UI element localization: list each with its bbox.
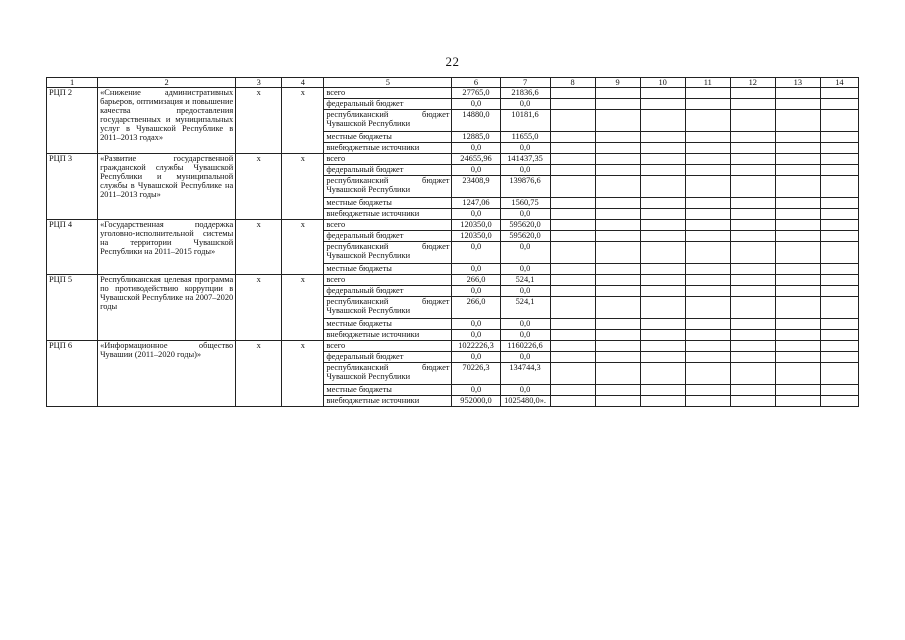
empty-cell <box>595 242 640 264</box>
empty-cell <box>550 275 595 286</box>
empty-cell <box>595 143 640 154</box>
empty-cell <box>550 341 595 352</box>
empty-cell <box>820 341 858 352</box>
empty-cell <box>775 209 820 220</box>
empty-cell <box>640 198 685 209</box>
program-col3-mark: х <box>236 154 282 220</box>
funding-source: внебюджетные источники <box>324 330 452 341</box>
program-col4-mark: х <box>282 154 324 220</box>
empty-cell <box>820 297 858 319</box>
value-col7: 0,0 <box>500 264 550 275</box>
empty-cell <box>730 176 775 198</box>
empty-cell <box>595 209 640 220</box>
value-col7: 0,0 <box>500 319 550 330</box>
empty-cell <box>685 99 730 110</box>
empty-cell <box>640 385 685 396</box>
value-col7: 524,1 <box>500 275 550 286</box>
column-header: 11 <box>685 78 730 88</box>
column-header: 9 <box>595 78 640 88</box>
empty-cell <box>550 165 595 176</box>
empty-cell <box>685 154 730 165</box>
empty-cell <box>595 176 640 198</box>
empty-cell <box>640 88 685 99</box>
empty-cell <box>775 385 820 396</box>
empty-cell <box>775 220 820 231</box>
empty-cell <box>730 275 775 286</box>
empty-cell <box>595 231 640 242</box>
empty-cell <box>685 132 730 143</box>
program-col3-mark: х <box>236 341 282 407</box>
empty-cell <box>775 132 820 143</box>
value-col7: 1025480,0». <box>500 396 550 407</box>
empty-cell <box>730 110 775 132</box>
funding-source: всего <box>324 275 452 286</box>
table-body <box>47 88 859 407</box>
value-col7: 139876,6 <box>500 176 550 198</box>
empty-cell <box>730 385 775 396</box>
funding-source: федеральный бюджет <box>324 352 452 363</box>
value-col6: 120350,0 <box>452 220 500 231</box>
empty-cell <box>550 286 595 297</box>
empty-cell <box>685 110 730 132</box>
value-col7: 0,0 <box>500 352 550 363</box>
empty-cell <box>595 286 640 297</box>
empty-cell <box>775 165 820 176</box>
funding-source: республиканский бюджет Чувашской Республики <box>324 242 452 264</box>
empty-cell <box>640 352 685 363</box>
empty-cell <box>685 242 730 264</box>
empty-cell <box>595 275 640 286</box>
empty-cell <box>685 286 730 297</box>
empty-cell <box>640 396 685 407</box>
empty-cell <box>550 363 595 385</box>
funding-source: местные бюджеты <box>324 198 452 209</box>
empty-cell <box>820 275 858 286</box>
empty-cell <box>730 209 775 220</box>
empty-cell <box>640 363 685 385</box>
empty-cell <box>640 154 685 165</box>
value-col6: 70226,3 <box>452 363 500 385</box>
empty-cell <box>775 154 820 165</box>
value-col7: 1560,75 <box>500 198 550 209</box>
empty-cell <box>775 396 820 407</box>
empty-cell <box>820 264 858 275</box>
empty-cell <box>820 231 858 242</box>
empty-cell <box>685 330 730 341</box>
value-col6: 0,0 <box>452 242 500 264</box>
value-col7: 0,0 <box>500 99 550 110</box>
empty-cell <box>820 319 858 330</box>
empty-cell <box>640 330 685 341</box>
value-col7: 0,0 <box>500 209 550 220</box>
empty-cell <box>595 88 640 99</box>
value-col6: 24655,96 <box>452 154 500 165</box>
empty-cell <box>640 99 685 110</box>
empty-cell <box>775 88 820 99</box>
empty-cell <box>775 319 820 330</box>
empty-cell <box>730 352 775 363</box>
empty-cell <box>550 242 595 264</box>
empty-cell <box>685 396 730 407</box>
empty-cell <box>550 143 595 154</box>
empty-cell <box>685 352 730 363</box>
empty-cell <box>820 363 858 385</box>
value-col7: 595620,0 <box>500 220 550 231</box>
empty-cell <box>640 275 685 286</box>
empty-cell <box>730 341 775 352</box>
funding-source: местные бюджеты <box>324 132 452 143</box>
value-col6: 27765,0 <box>452 88 500 99</box>
empty-cell <box>550 385 595 396</box>
empty-cell <box>550 99 595 110</box>
column-header: 10 <box>640 78 685 88</box>
program-col4-mark: х <box>282 220 324 275</box>
column-header: 4 <box>282 78 324 88</box>
empty-cell <box>685 198 730 209</box>
funding-source: внебюджетные источники <box>324 396 452 407</box>
empty-cell <box>595 198 640 209</box>
empty-cell <box>820 165 858 176</box>
empty-cell <box>640 286 685 297</box>
value-col7: 0,0 <box>500 143 550 154</box>
empty-cell <box>550 132 595 143</box>
empty-cell <box>775 341 820 352</box>
funding-source: всего <box>324 154 452 165</box>
empty-cell <box>730 319 775 330</box>
funding-source: федеральный бюджет <box>324 99 452 110</box>
value-col6: 1022226,3 <box>452 341 500 352</box>
empty-cell <box>640 341 685 352</box>
funding-source: местные бюджеты <box>324 264 452 275</box>
value-col7: 0,0 <box>500 385 550 396</box>
empty-cell <box>685 385 730 396</box>
funding-source: республиканский бюджет Чувашской Республики <box>324 363 452 385</box>
empty-cell <box>820 143 858 154</box>
empty-cell <box>685 264 730 275</box>
empty-cell <box>730 198 775 209</box>
value-col6: 0,0 <box>452 319 500 330</box>
empty-cell <box>595 154 640 165</box>
table-row <box>47 341 859 352</box>
empty-cell <box>730 264 775 275</box>
empty-cell <box>820 154 858 165</box>
program-name: «Развитие государственной гражданской службы Чувашской Республики и муниципальной службы в Чувашской Республике на 2011–2013 годы» <box>98 154 236 220</box>
empty-cell <box>820 99 858 110</box>
value-col6: 0,0 <box>452 352 500 363</box>
value-col7: 0,0 <box>500 242 550 264</box>
empty-cell <box>730 396 775 407</box>
empty-cell <box>775 275 820 286</box>
column-header: 1 <box>47 78 98 88</box>
column-header: 2 <box>98 78 236 88</box>
empty-cell <box>775 352 820 363</box>
page-number: 22 <box>445 54 460 69</box>
empty-cell <box>640 319 685 330</box>
funding-source: федеральный бюджет <box>324 231 452 242</box>
value-col7: 10181,6 <box>500 110 550 132</box>
empty-cell <box>730 220 775 231</box>
empty-cell <box>595 297 640 319</box>
empty-cell <box>595 165 640 176</box>
value-col7: 0,0 <box>500 330 550 341</box>
value-col6: 0,0 <box>452 165 500 176</box>
empty-cell <box>730 165 775 176</box>
empty-cell <box>730 330 775 341</box>
value-col7: 11655,0 <box>500 132 550 143</box>
empty-cell <box>685 275 730 286</box>
empty-cell <box>775 99 820 110</box>
empty-cell <box>775 231 820 242</box>
empty-cell <box>640 220 685 231</box>
program-col3-mark: х <box>236 88 282 154</box>
empty-cell <box>640 165 685 176</box>
empty-cell <box>550 209 595 220</box>
funding-source: внебюджетные источники <box>324 209 452 220</box>
empty-cell <box>775 297 820 319</box>
funding-source: федеральный бюджет <box>324 286 452 297</box>
funding-source: местные бюджеты <box>324 385 452 396</box>
budget-table <box>46 77 859 407</box>
funding-source: федеральный бюджет <box>324 165 452 176</box>
empty-cell <box>685 165 730 176</box>
empty-cell <box>820 385 858 396</box>
empty-cell <box>730 99 775 110</box>
column-header: 3 <box>236 78 282 88</box>
empty-cell <box>775 363 820 385</box>
empty-cell <box>685 363 730 385</box>
value-col7: 524,1 <box>500 297 550 319</box>
value-col6: 120350,0 <box>452 231 500 242</box>
empty-cell <box>550 330 595 341</box>
empty-cell <box>730 286 775 297</box>
funding-source: внебюджетные источники <box>324 143 452 154</box>
empty-cell <box>640 110 685 132</box>
empty-cell <box>730 132 775 143</box>
empty-cell <box>595 363 640 385</box>
program-col4-mark: х <box>282 341 324 407</box>
empty-cell <box>685 297 730 319</box>
program-code: РЦП 6 <box>47 341 98 407</box>
empty-cell <box>550 198 595 209</box>
empty-cell <box>685 220 730 231</box>
empty-cell <box>775 198 820 209</box>
program-name: «Информационное общество Чувашии (2011–2020 годы)» <box>98 341 236 407</box>
column-header: 14 <box>820 78 858 88</box>
empty-cell <box>640 242 685 264</box>
empty-cell <box>820 286 858 297</box>
funding-source: республиканский бюджет Чувашской Республики <box>324 110 452 132</box>
empty-cell <box>595 396 640 407</box>
program-code: РЦП 4 <box>47 220 98 275</box>
empty-cell <box>550 110 595 132</box>
empty-cell <box>820 176 858 198</box>
program-code: РЦП 3 <box>47 154 98 220</box>
column-header: 12 <box>730 78 775 88</box>
table-row <box>47 154 859 165</box>
value-col7: 1160226,6 <box>500 341 550 352</box>
funding-source: республиканский бюджет Чувашской Республики <box>324 176 452 198</box>
empty-cell <box>775 110 820 132</box>
table-row <box>47 275 859 286</box>
program-code: РЦП 2 <box>47 88 98 154</box>
value-col6: 12885,0 <box>452 132 500 143</box>
column-header: 7 <box>500 78 550 88</box>
value-col7: 0,0 <box>500 286 550 297</box>
column-header: 5 <box>324 78 452 88</box>
empty-cell <box>595 264 640 275</box>
empty-cell <box>685 176 730 198</box>
empty-cell <box>640 209 685 220</box>
empty-cell <box>730 297 775 319</box>
empty-cell <box>730 154 775 165</box>
value-col6: 0,0 <box>452 209 500 220</box>
empty-cell <box>640 264 685 275</box>
empty-cell <box>685 231 730 242</box>
empty-cell <box>550 319 595 330</box>
empty-cell <box>685 143 730 154</box>
funding-source: республиканский бюджет Чувашской Республики <box>324 297 452 319</box>
empty-cell <box>775 242 820 264</box>
table-header-row <box>47 78 859 88</box>
program-col4-mark: х <box>282 88 324 154</box>
empty-cell <box>595 99 640 110</box>
empty-cell <box>820 220 858 231</box>
funding-source: местные бюджеты <box>324 319 452 330</box>
empty-cell <box>820 110 858 132</box>
empty-cell <box>640 132 685 143</box>
value-col6: 0,0 <box>452 286 500 297</box>
empty-cell <box>550 220 595 231</box>
empty-cell <box>820 198 858 209</box>
empty-cell <box>820 352 858 363</box>
value-col6: 266,0 <box>452 297 500 319</box>
empty-cell <box>820 132 858 143</box>
empty-cell <box>550 396 595 407</box>
value-col7: 0,0 <box>500 165 550 176</box>
empty-cell <box>550 154 595 165</box>
empty-cell <box>595 341 640 352</box>
empty-cell <box>685 209 730 220</box>
value-col6: 952000,0 <box>452 396 500 407</box>
empty-cell <box>595 220 640 231</box>
program-name: Республиканская целевая программа по противодействию коррупции в Чувашской Республике на 2007–2020 годы <box>98 275 236 341</box>
value-col6: 23408,9 <box>452 176 500 198</box>
column-header: 8 <box>550 78 595 88</box>
empty-cell <box>775 264 820 275</box>
value-col6: 0,0 <box>452 264 500 275</box>
empty-cell <box>595 110 640 132</box>
empty-cell <box>550 264 595 275</box>
empty-cell <box>685 341 730 352</box>
empty-cell <box>820 242 858 264</box>
value-col7: 595620,0 <box>500 231 550 242</box>
empty-cell <box>595 319 640 330</box>
value-col6: 0,0 <box>452 99 500 110</box>
empty-cell <box>820 330 858 341</box>
empty-cell <box>550 352 595 363</box>
value-col6: 14880,0 <box>452 110 500 132</box>
empty-cell <box>550 297 595 319</box>
empty-cell <box>550 88 595 99</box>
program-name: «Государственная поддержка уголовно-исполнительной системы на территории Чувашской Республики на 2011–2015 годы» <box>98 220 236 275</box>
funding-source: всего <box>324 88 452 99</box>
empty-cell <box>550 231 595 242</box>
table-row <box>47 220 859 231</box>
value-col6: 0,0 <box>452 330 500 341</box>
empty-cell <box>640 143 685 154</box>
empty-cell <box>595 352 640 363</box>
empty-cell <box>685 319 730 330</box>
column-header: 6 <box>452 78 500 88</box>
program-col3-mark: х <box>236 220 282 275</box>
value-col6: 266,0 <box>452 275 500 286</box>
empty-cell <box>595 132 640 143</box>
empty-cell <box>595 385 640 396</box>
empty-cell <box>640 176 685 198</box>
empty-cell <box>730 363 775 385</box>
value-col7: 21836,6 <box>500 88 550 99</box>
empty-cell <box>640 297 685 319</box>
column-header: 13 <box>775 78 820 88</box>
empty-cell <box>775 176 820 198</box>
empty-cell <box>820 396 858 407</box>
empty-cell <box>550 176 595 198</box>
empty-cell <box>730 231 775 242</box>
program-name: «Снижение административных барьеров, оптимизация и повышение качества предоставления государственных и муниципальных услуг в Чувашской Республике в 2011–2013 годах» <box>98 88 236 154</box>
value-col6: 0,0 <box>452 143 500 154</box>
empty-cell <box>775 330 820 341</box>
empty-cell <box>730 143 775 154</box>
empty-cell <box>595 330 640 341</box>
empty-cell <box>820 88 858 99</box>
funding-source: всего <box>324 220 452 231</box>
program-code: РЦП 5 <box>47 275 98 341</box>
empty-cell <box>685 88 730 99</box>
empty-cell <box>775 286 820 297</box>
program-col4-mark: х <box>282 275 324 341</box>
value-col6: 0,0 <box>452 385 500 396</box>
program-col3-mark: х <box>236 275 282 341</box>
table-row <box>47 88 859 99</box>
value-col6: 1247,06 <box>452 198 500 209</box>
empty-cell <box>730 88 775 99</box>
funding-source: всего <box>324 341 452 352</box>
value-col7: 141437,35 <box>500 154 550 165</box>
empty-cell <box>730 242 775 264</box>
empty-cell <box>775 143 820 154</box>
value-col7: 134744,3 <box>500 363 550 385</box>
empty-cell <box>640 231 685 242</box>
empty-cell <box>820 209 858 220</box>
